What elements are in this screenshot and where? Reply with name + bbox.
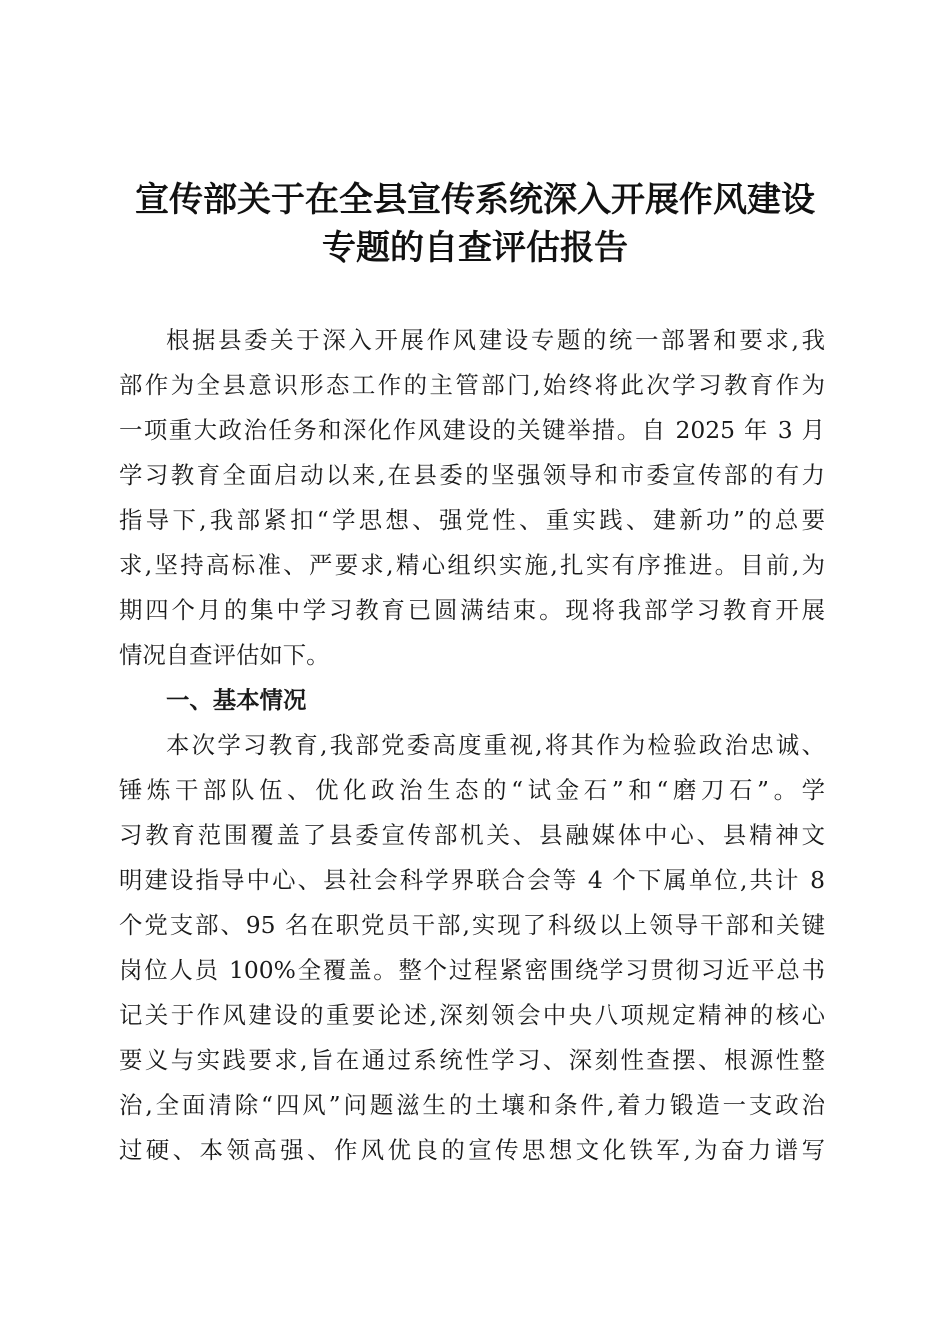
paragraph2-line: 要义与实践要求,旨在通过系统性学习、深刻性查摆、根源性整	[119, 1046, 825, 1074]
paragraph2-line: 记关于作风建设的重要论述,深刻领会中央八项规定精神的核心	[119, 1001, 825, 1029]
paragraph1-line: 指导下,我部紧扣“学思想、强党性、重实践、建新功”的总要	[119, 506, 825, 534]
paragraph1-line: 部作为全县意识形态工作的主管部门,始终将此次学习教育作为	[119, 371, 825, 399]
document-title	[110, 176, 840, 272]
document-body	[119, 318, 825, 1173]
paragraph1-line: 根据县委关于深入开展作风建设专题的统一部署和要求,我	[166, 326, 825, 354]
paragraph2-line: 过硬、本领高强、作风优良的宣传思想文化铁军,为奋力谱写	[119, 1136, 825, 1164]
paragraph2-line: 个党支部、95 名在职党员干部,实现了科级以上领导干部和关键	[119, 911, 825, 939]
paragraph1-line: 一项重大政治任务和深化作风建设的关键举措。自 2025 年 3 月	[119, 416, 825, 444]
paragraph2-line: 本次学习教育,我部党委高度重视,将其作为检验政治忠诚、	[166, 731, 825, 759]
paragraph2-line: 明建设指导中心、县社会科学界联合会等 4 个下属单位,共计 8	[119, 866, 825, 894]
title-line-2: 专题的自查评估报告	[322, 228, 628, 268]
title-line-1: 宣传部关于在全县宣传系统深入开展作风建设	[135, 180, 815, 220]
paragraph2-line: 锤炼干部队伍、优化政治生态的“试金石”和“磨刀石”。学	[119, 776, 825, 804]
paragraph1-line: 学习教育全面启动以来,在县委的坚强领导和市委宣传部的有力	[119, 461, 825, 489]
paragraph2-line: 习教育范围覆盖了县委宣传部机关、县融媒体中心、县精神文	[119, 821, 825, 849]
paragraph1-line: 求,坚持高标准、严要求,精心组织实施,扎实有序推进。目前,为	[119, 551, 825, 579]
paragraph1-line: 期四个月的集中学习教育已圆满结束。现将我部学习教育开展	[119, 596, 825, 624]
paragraph2-line: 治,全面清除“四风”问题滋生的土壤和条件,着力锻造一支政治	[119, 1091, 825, 1119]
paragraph2-line: 岗位人员 100%全覆盖。整个过程紧密围绕学习贯彻习近平总书	[119, 956, 825, 984]
paragraph1-line: 情况自查评估如下。	[119, 641, 330, 669]
section-heading-basic-situation: 一、基本情况	[166, 686, 307, 714]
